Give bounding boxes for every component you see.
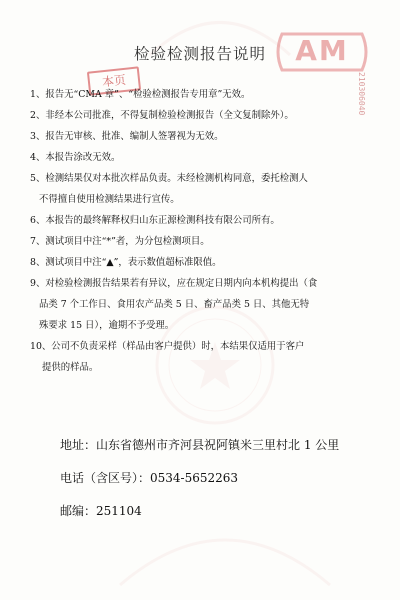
page-stamp-text: 本页 <box>101 72 127 90</box>
notice-list <box>30 84 380 378</box>
postcode-line: 邮编：251104 <box>60 504 142 518</box>
address-line: 地址：山东省德州市齐河县祝阿镇米三里村北 1 公里 <box>60 438 340 452</box>
notice-item: 5、检测结果仅对本批次样品负责。未经检测机构同意，委托检测人 <box>30 173 308 184</box>
notice-item-cont: 不得擅自使用检测结果进行宣传。 <box>39 194 180 205</box>
page-title: 检验检测报告说明 <box>133 45 266 63</box>
cma-logo-text: AM <box>295 34 349 67</box>
notice-item: 9、对检验检测报告结果若有异议，应在规定日期内向本机构提出（食 <box>30 278 318 289</box>
notice-item: 2、非经本公司批准，不得复制检验检测报告（全文复制除外）。 <box>30 110 294 121</box>
phone-line: 电话（含区号）：0534-5652263 <box>60 471 239 485</box>
notice-item: 6、本报告的最终解释权归山东正源检测科技有限公司所有。 <box>30 215 280 226</box>
notice-item: 3、报告无审核、批准、编制人签署视为无效。 <box>30 131 224 142</box>
notice-item-cont: 殊要求 15 日），逾期不予受理。 <box>39 320 175 331</box>
seal-code: 210306040 <box>357 72 366 116</box>
notice-item: 8、测试项目中注“▲”，表示数值超标准限值。 <box>30 257 222 268</box>
notice-item-cont: 品类 7 个工作日、食用农产品类 5 日、畜产品类 5 日、其他无特 <box>39 299 310 310</box>
notice-item: 7、测试项目中注“*”者，为分包检测项目。 <box>30 236 210 247</box>
notice-item: 10、公司不负责采样（样品由客户提供）时，本结果仅适用于客户 <box>30 341 305 352</box>
notice-item-cont: 提供的样品。 <box>42 362 99 373</box>
notice-item: 1、报告无“CMA 章”、“检验检测报告专用章”无效。 <box>30 89 251 100</box>
notice-item: 4、本报告涂改无效。 <box>30 152 121 163</box>
